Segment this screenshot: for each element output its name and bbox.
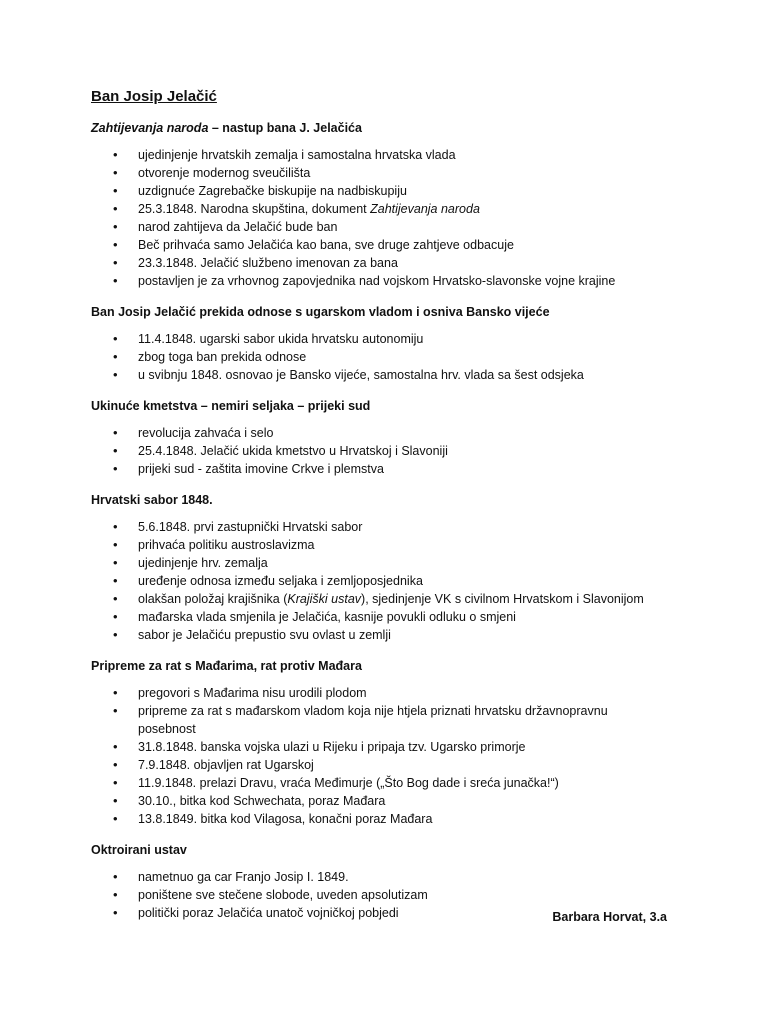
bullet-item — [91, 702, 663, 738]
bullet-text: prijeki sud - zaštita imovine Crkve i plemstva — [138, 462, 384, 476]
bullet-text: pripreme za rat s mađarskom vladom koja nije htjela priznati hrvatsku državnopravnu posebnost — [138, 704, 608, 736]
bullet-text: 23.3.1848. Jelačić službeno imenovan za bana — [138, 256, 398, 270]
section-heading-text: Ukinuće kmetstva – nemiri seljaka – prijeki sud — [91, 399, 371, 413]
bullet-text: prihvaća politiku austroslavizma — [138, 538, 315, 552]
bullet-text: ujedinjenje hrv. zemalja — [138, 556, 268, 570]
bullet-item — [91, 738, 671, 756]
bullet-text: poništene sve stečene slobode, uveden apsolutizam — [138, 888, 428, 902]
bullet-item — [91, 554, 671, 572]
bullet-text: pregovori s Mađarima nisu urodili plodom — [138, 686, 367, 700]
bullet-item — [91, 218, 671, 236]
bullet-item — [91, 626, 671, 644]
bullet-text: narod zahtijeva da Jelačić bude ban — [138, 220, 338, 234]
section-heading — [91, 303, 671, 321]
section-heading-text: Ban Josip Jelačić prekida odnose s ugarskom vladom i osniva Bansko vijeće — [91, 305, 550, 319]
section-heading-text: Hrvatski sabor 1848. — [91, 493, 213, 507]
bullet-item — [91, 424, 671, 442]
bullet-item — [91, 590, 671, 608]
section — [91, 657, 671, 828]
bullet-text: ujedinjenje hrvatskih zemalja i samostalna hrvatska vlada — [138, 148, 456, 162]
bullet-text: mađarska vlada smjenila je Jelačića, kasnije povukli odluku o smjeni — [138, 610, 516, 624]
bullet-list — [91, 684, 671, 828]
bullet-item — [91, 182, 671, 200]
section — [91, 397, 671, 478]
bullet-item — [91, 572, 671, 590]
bullet-item — [91, 164, 671, 182]
section-heading-text: Pripreme za rat s Mađarima, rat protiv Mađara — [91, 659, 362, 673]
bullet-text: sabor je Jelačiću prepustio svu ovlast u zemlji — [138, 628, 391, 642]
bullet-item — [91, 254, 671, 272]
section-heading-text: – nastup bana J. Jelačića — [208, 121, 362, 135]
bullet-item — [91, 886, 671, 904]
bullet-text: nametnuo ga car Franjo Josip I. 1849. — [138, 870, 349, 884]
bullet-text-italic: Krajiški ustav — [287, 592, 362, 606]
bullet-list — [91, 330, 671, 384]
bullet-text-after: ), sjedinjenje VK s civilnom Hrvatskom i Slavonijom — [361, 592, 644, 606]
bullet-text: uređenje odnosa između seljaka i zemljoposjednika — [138, 574, 423, 588]
bullet-item — [91, 366, 671, 384]
bullet-item — [91, 810, 671, 828]
document-title: Ban Josip Jelačić — [91, 88, 217, 105]
section — [91, 303, 671, 384]
bullet-item — [91, 756, 671, 774]
bullet-item — [91, 608, 671, 626]
section — [91, 119, 671, 290]
bullet-text: 13.8.1849. bitka kod Vilagosa, konačni poraz Mađara — [138, 812, 433, 826]
bullet-text: postavljen je za vrhovnog zapovjednika nad vojskom Hrvatsko-slavonske vojne krajine — [138, 274, 616, 288]
bullet-text: 25.3.1848. Narodna skupština, dokument — [138, 202, 371, 216]
bullet-text: 11.9.1848. prelazi Dravu, vraća Međimurje („Što Bog dade i sreća junačka!“) — [138, 776, 559, 790]
section-heading — [91, 119, 671, 137]
section-heading — [91, 397, 671, 415]
bullet-text: 31.8.1848. banska vojska ulazi u Rijeku i pripaja tzv. Ugarsko primorje — [138, 740, 526, 754]
bullet-text: 11.4.1848. ugarski sabor ukida hrvatsku autonomiju — [138, 332, 424, 346]
bullet-item — [91, 684, 671, 702]
bullet-text-italic: Zahtijevanja naroda — [370, 202, 480, 216]
section-heading — [91, 491, 671, 509]
bullet-text: 7.9.1848. objavljen rat Ugarskoj — [138, 758, 314, 772]
bullet-list — [91, 518, 671, 644]
bullet-text: olakšan položaj krajišnika ( — [138, 592, 288, 606]
section-heading-italic: Zahtijevanja naroda — [91, 121, 209, 135]
bullet-item — [91, 792, 671, 810]
bullet-text: u svibnju 1848. osnovao je Bansko vijeće, samostalna hrv. vlada sa šest odsjeka — [138, 368, 584, 382]
section-heading — [91, 841, 671, 859]
document-body — [91, 119, 671, 935]
bullet-list — [91, 424, 671, 478]
bullet-item — [91, 200, 671, 218]
bullet-text: 5.6.1848. prvi zastupnički Hrvatski sabor — [138, 520, 363, 534]
bullet-item — [91, 460, 671, 478]
section — [91, 491, 671, 644]
bullet-text: 30.10., bitka kod Schwechata, poraz Mađara — [138, 794, 386, 808]
bullet-text: otvorenje modernog sveučilišta — [138, 166, 311, 180]
bullet-item — [91, 272, 671, 290]
bullet-item — [91, 774, 671, 792]
bullet-item — [91, 518, 671, 536]
bullet-text: politički poraz Jelačića unatoč vojničkoj pobjedi — [138, 906, 399, 920]
bullet-item — [91, 868, 671, 886]
bullet-item — [91, 348, 671, 366]
bullet-item — [91, 536, 671, 554]
bullet-item — [91, 330, 671, 348]
bullet-text: uzdignuće Zagrebačke biskupije na nadbiskupiju — [138, 184, 407, 198]
bullet-item — [91, 236, 671, 254]
bullet-text: revolucija zahvaća i selo — [138, 426, 274, 440]
bullet-list — [91, 146, 671, 290]
bullet-item — [91, 442, 671, 460]
bullet-text: 25.4.1848. Jelačić ukida kmetstvo u Hrvatskoj i Slavoniji — [138, 444, 448, 458]
bullet-text: Beč prihvaća samo Jelačića kao bana, sve druge zahtjeve odbacuje — [138, 238, 514, 252]
section-heading — [91, 657, 671, 675]
bullet-item — [91, 146, 671, 164]
section-heading-text: Oktroirani ustav — [91, 843, 187, 857]
bullet-text: zbog toga ban prekida odnose — [138, 350, 307, 364]
author-signature: Barbara Horvat, 3.a — [552, 910, 667, 924]
